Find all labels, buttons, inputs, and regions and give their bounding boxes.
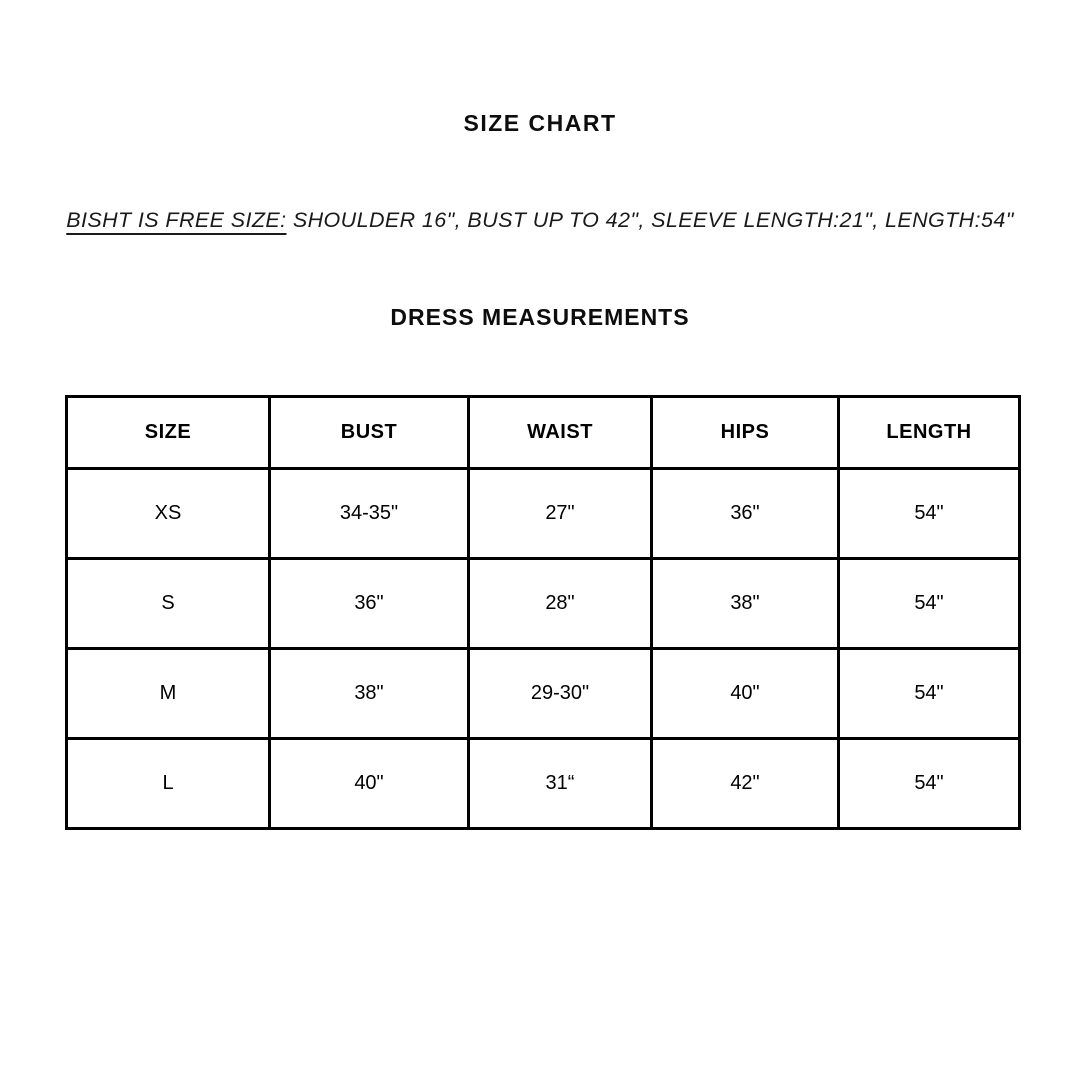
free-size-note-text: SHOULDER 16", BUST UP TO 42", SLEEVE LENGTH:21", LENGTH:54" [286, 208, 1014, 232]
cell-length: 54" [839, 649, 1020, 739]
cell-size: M [67, 649, 270, 739]
cell-hips: 42" [652, 739, 839, 829]
cell-length: 54" [839, 559, 1020, 649]
cell-length: 54" [839, 739, 1020, 829]
cell-length: 54" [839, 469, 1020, 559]
cell-bust: 34-35" [270, 469, 469, 559]
page-title: SIZE CHART [463, 110, 617, 136]
column-header-waist: WAIST [469, 397, 652, 469]
free-size-note [0, 208, 1080, 233]
table-row-m [67, 649, 1020, 739]
free-size-note-label: BISHT IS FREE SIZE: [66, 208, 287, 232]
cell-waist: 28" [469, 559, 652, 649]
size-table [65, 395, 1021, 830]
table-header-row [67, 397, 1020, 469]
cell-bust: 38" [270, 649, 469, 739]
column-header-size: SIZE [67, 397, 270, 469]
table-row-l [67, 739, 1020, 829]
column-header-length: LENGTH [839, 397, 1020, 469]
column-header-hips: HIPS [652, 397, 839, 469]
cell-size: L [67, 739, 270, 829]
cell-bust: 40" [270, 739, 469, 829]
cell-waist: 27" [469, 469, 652, 559]
table-row-s [67, 559, 1020, 649]
cell-hips: 36" [652, 469, 839, 559]
cell-waist: 31“ [469, 739, 652, 829]
column-header-bust: BUST [270, 397, 469, 469]
cell-waist: 29-30" [469, 649, 652, 739]
cell-hips: 40" [652, 649, 839, 739]
dress-measurements-title: DRESS MEASUREMENTS [390, 304, 690, 330]
cell-bust: 36" [270, 559, 469, 649]
cell-hips: 38" [652, 559, 839, 649]
cell-size: S [67, 559, 270, 649]
table-row-xs [67, 469, 1020, 559]
cell-size: XS [67, 469, 270, 559]
